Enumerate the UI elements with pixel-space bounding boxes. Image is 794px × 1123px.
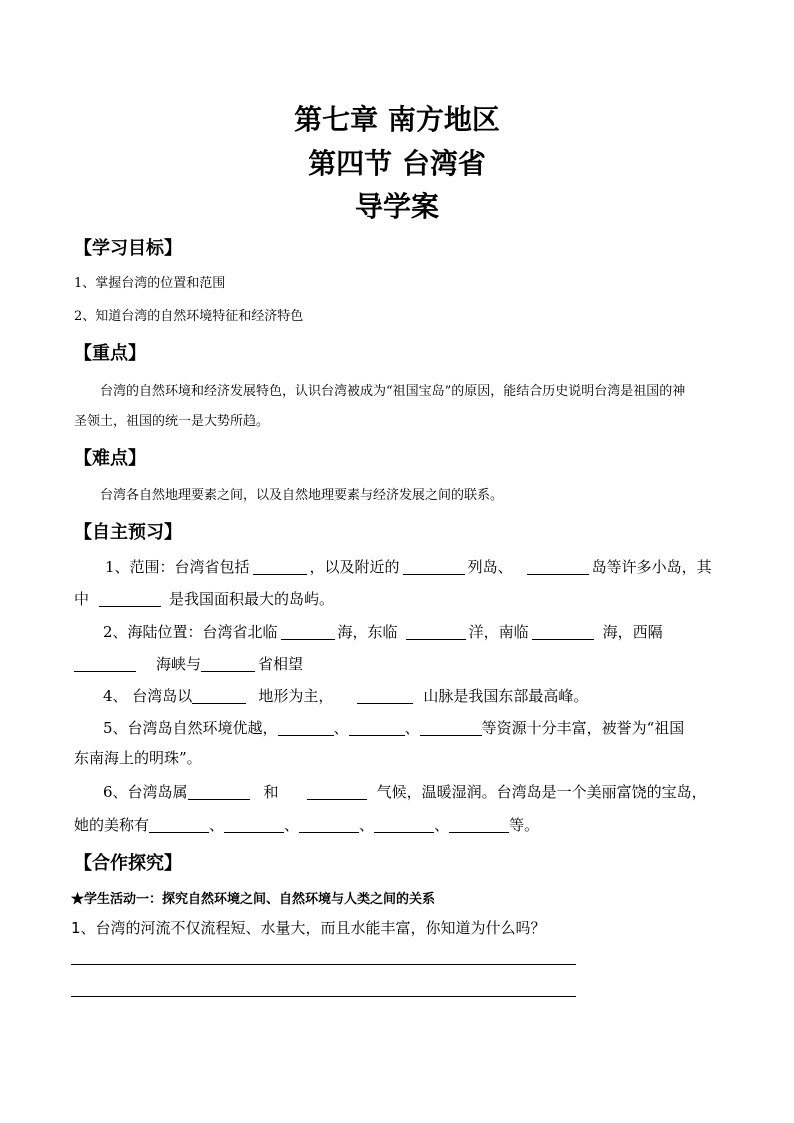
objective-item: 1、掌握台湾的位置和范围 <box>74 276 226 291</box>
separator: 、 <box>284 816 300 834</box>
separator: 、 <box>333 719 349 737</box>
preview-question-4 <box>103 685 588 706</box>
preview-question-6-line1 <box>103 781 707 802</box>
activity-title: ★学生活动一：探究自然环境之间、自然环境与人类之间的关系 <box>71 892 436 907</box>
preview-question-5-line1 <box>103 717 684 738</box>
preview-question-1-line2 <box>74 588 334 609</box>
question-text: 地形为主， <box>258 687 334 705</box>
key-points-line: 台湾的自然环境和经济发展特色，认识台湾被成为“祖国宝岛”的原因，能结合历史说明台湾是祖国的神 <box>100 384 686 399</box>
explore-heading: 【合作探究】 <box>74 853 182 874</box>
difficulties-line: 台湾各自然地理要素之间，以及自然地理要素与经济发展之间的联系。 <box>100 488 504 503</box>
answer-blank[interactable] <box>374 816 434 833</box>
separator: 、 <box>404 719 420 737</box>
question-text: ，以及附近的 <box>309 558 400 576</box>
answer-blank[interactable] <box>299 816 359 833</box>
answer-blank[interactable] <box>281 623 335 640</box>
answer-line[interactable] <box>71 964 576 965</box>
answer-blank[interactable] <box>253 558 307 575</box>
question-text: 列岛、 <box>467 558 513 576</box>
preview-question-2-line1 <box>103 621 663 642</box>
answer-blank[interactable] <box>449 816 509 833</box>
question-text: 她的美称有 <box>74 816 150 834</box>
answer-blank[interactable] <box>188 783 250 800</box>
answer-blank[interactable] <box>149 816 209 833</box>
question-text: 6、台湾岛属 <box>103 783 188 801</box>
answer-blank[interactable] <box>307 783 367 800</box>
question-text: 1、范围：台湾省包括 <box>105 558 250 576</box>
question-text: 洋，南临 <box>468 623 529 641</box>
objectives-heading: 【学习目标】 <box>74 238 182 259</box>
answer-line[interactable] <box>71 996 576 997</box>
document-title: 导学案 <box>354 190 439 223</box>
question-text: 2、海陆位置：台湾省北临 <box>103 623 278 641</box>
answer-blank[interactable] <box>99 590 161 607</box>
answer-blank[interactable] <box>357 687 413 704</box>
explore-question: 1、台湾的河流不仅流程短、水量大，而且水能丰富，你知道为什么吗？ <box>71 919 546 937</box>
question-text: 省相望 <box>258 655 304 673</box>
answer-blank[interactable] <box>527 558 589 575</box>
key-points-heading: 【重点】 <box>74 343 146 364</box>
separator: 、 <box>359 816 375 834</box>
chapter-title: 第七章 南方地区 <box>294 103 500 136</box>
preview-heading: 【自主预习】 <box>74 522 182 543</box>
difficulties-heading: 【难点】 <box>74 448 146 469</box>
question-text: 气候，温暖湿润。台湾岛是一个美丽富饶的宝岛， <box>376 783 707 801</box>
section-title: 第四节 台湾省 <box>308 147 486 180</box>
preview-question-2-line2 <box>74 653 303 674</box>
answer-blank[interactable] <box>406 623 466 640</box>
question-text: 海，西隔 <box>602 623 663 641</box>
preview-question-1-line1 <box>105 556 712 577</box>
answer-blank[interactable] <box>192 687 246 704</box>
question-text: 岛等许多小岛，其 <box>591 558 712 576</box>
answer-blank[interactable] <box>278 719 334 736</box>
objective-item: 2、知道台湾的自然环境特征和经济特色 <box>74 309 304 324</box>
question-text: 海，东临 <box>337 623 398 641</box>
key-points-line: 圣领土，祖国的统一是大势所趋。 <box>74 414 270 429</box>
question-text: 中 <box>74 590 90 608</box>
answer-blank[interactable] <box>201 655 255 672</box>
preview-question-5-line2: 东南海上的明珠”。 <box>74 749 202 767</box>
question-text: 和 <box>263 783 279 801</box>
separator: 、 <box>434 816 450 834</box>
question-text: 海峡与 <box>156 655 202 673</box>
question-text: 4、 台湾岛以 <box>103 687 193 705</box>
preview-question-6-line2 <box>74 814 539 835</box>
answer-blank[interactable] <box>224 816 284 833</box>
answer-blank[interactable] <box>74 655 136 672</box>
question-text: 等资源十分丰富，被誉为“祖国 <box>481 719 685 737</box>
question-text: 等。 <box>509 816 540 834</box>
answer-blank[interactable] <box>349 719 405 736</box>
answer-blank[interactable] <box>532 623 594 640</box>
question-text: 是我国面积最大的岛屿。 <box>169 590 335 608</box>
question-text: 5、台湾岛自然环境优越， <box>103 719 278 737</box>
answer-blank[interactable] <box>403 558 465 575</box>
separator: 、 <box>209 816 225 834</box>
question-text: 山脉是我国东部最高峰。 <box>423 687 589 705</box>
answer-blank[interactable] <box>420 719 482 736</box>
